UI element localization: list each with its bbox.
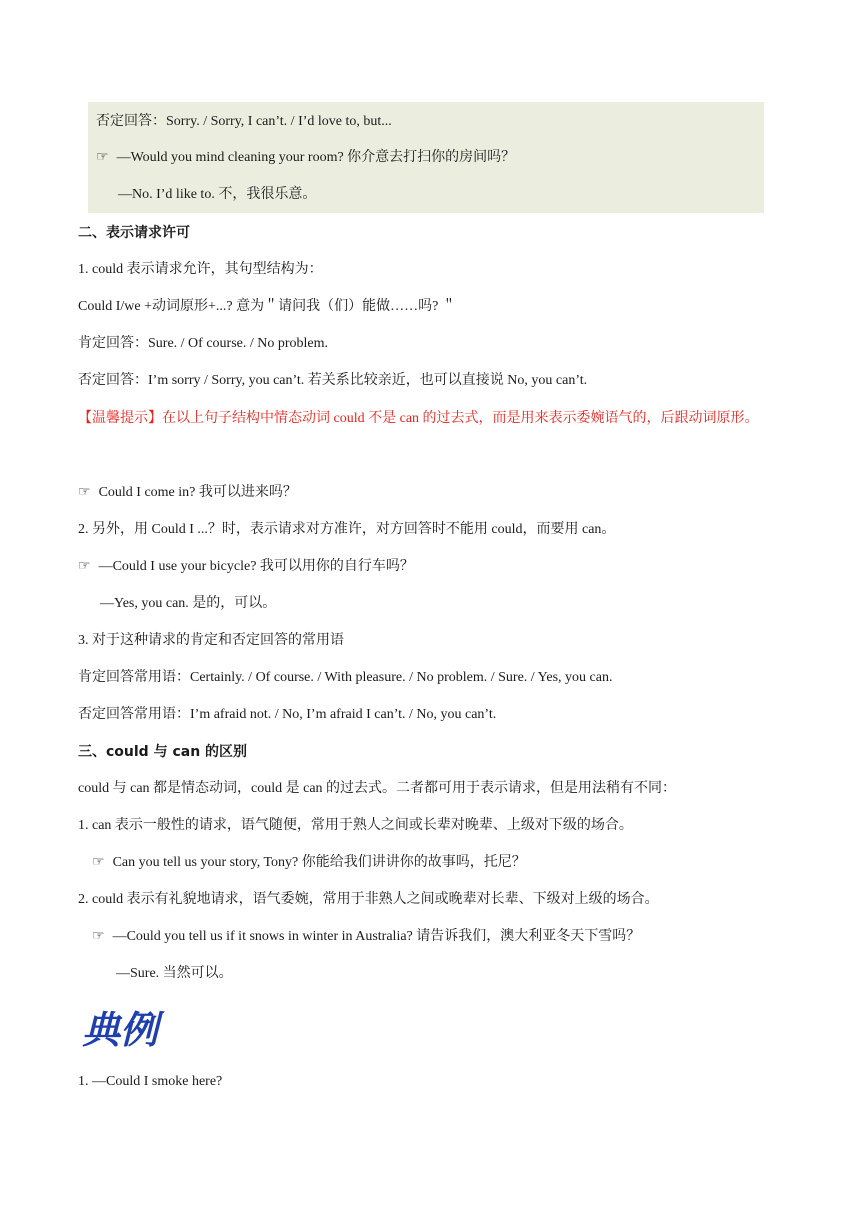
pointing-hand-icon: ☞ [78,559,91,574]
warm-tip: 【温馨提示】在以上句子结构中情态动词 could 不是 can 的过去式，而是用来表示委婉语气的，后跟动词原形。 [78,411,759,426]
section3-heading: 三、could 与 can 的区别 [78,744,248,760]
box-negative-answers: 否定回答：Sorry. / Sorry, I can’t. / I’d love to, but... [96,114,392,129]
section3-can-usage: 1. can 表示一般性的请求，语气随便，常用于熟人之间或长辈对晚辈、上级对下级的场合。 [78,818,633,833]
box-example-question-text: —Would you mind cleaning your room? 你介意去打扫你的房间吗？ [116,150,516,165]
section2-example2-question [78,557,414,577]
section3-example2-question [92,927,640,947]
section2-negative-phrases: 否定回答常用语：I’m afraid not. / No, I’m afraid I can’t. / No, you can’t. [78,707,497,722]
section2-example1-text: Could I come in? 我可以进来吗？ [98,485,297,500]
section2-example2-answer: —Yes, you can. 是的，可以。 [100,596,277,611]
section2-p1: 1. could 表示请求允许，其句型结构为： [78,262,323,277]
box-example-answer: —No. I’d like to. 不，我很乐意。 [118,187,317,202]
section2-p2: 2. 另外，用 Could I ...？时，表示请求对方准许，对方回答时不能用 could，而要用 can。 [78,522,616,537]
section3-intro: could 与 can 都是情态动词，could 是 can 的过去式。二者都可用于表示请求，但是用法稍有不同： [78,781,677,796]
section2-pattern: Could I/we +动词原形+...? 意为＂请问我（们）能做……吗? ＂ [78,299,456,314]
box-example-question [96,148,515,168]
section3-example1 [92,853,526,873]
pointing-hand-icon: ☞ [92,855,105,870]
section2-negative-answer: 否定回答：I’m sorry / Sorry, you can’t. 若关系比较亲近，也可以直接说 No, you can’t. [78,373,588,388]
example-logo-text: 典例 [82,1007,159,1052]
section3-could-usage: 2. could 表示有礼貌地请求，语气委婉，常用于非熟人之间或晚辈对长辈、下级对上级的场合。 [78,892,659,907]
section2-p3: 3. 对于这种请求的肯定和否定回答的常用语 [78,633,344,648]
section2-positive-answer: 肯定回答：Sure. / Of course. / No problem. [78,336,329,351]
section2-example2-question-text: —Could I use your bicycle? 我可以用你的自行车吗？ [98,559,414,574]
pointing-hand-icon: ☞ [96,150,109,165]
section2-example1 [78,483,297,503]
section2-positive-phrases: 肯定回答常用语：Certainly. / Of course. / With pleasure. / No problem. / Sure. / Yes, you can. [78,670,613,685]
section3-example2-answer: —Sure. 当然可以。 [116,966,233,981]
question-1: 1. —Could I smoke here? [78,1074,223,1089]
section3-example1-text: Can you tell us your story, Tony? 你能给我们讲讲你的故事吗，托尼？ [112,855,526,870]
section3-example2-question-text: —Could you tell us if it snows in winter in Australia? 请告诉我们，澳大利亚冬天下雪吗？ [112,929,641,944]
example-logo [78,1003,170,1055]
pointing-hand-icon: ☞ [78,485,91,500]
pointing-hand-icon: ☞ [92,929,105,944]
section2-heading: 二、表示请求许可 [78,225,190,241]
